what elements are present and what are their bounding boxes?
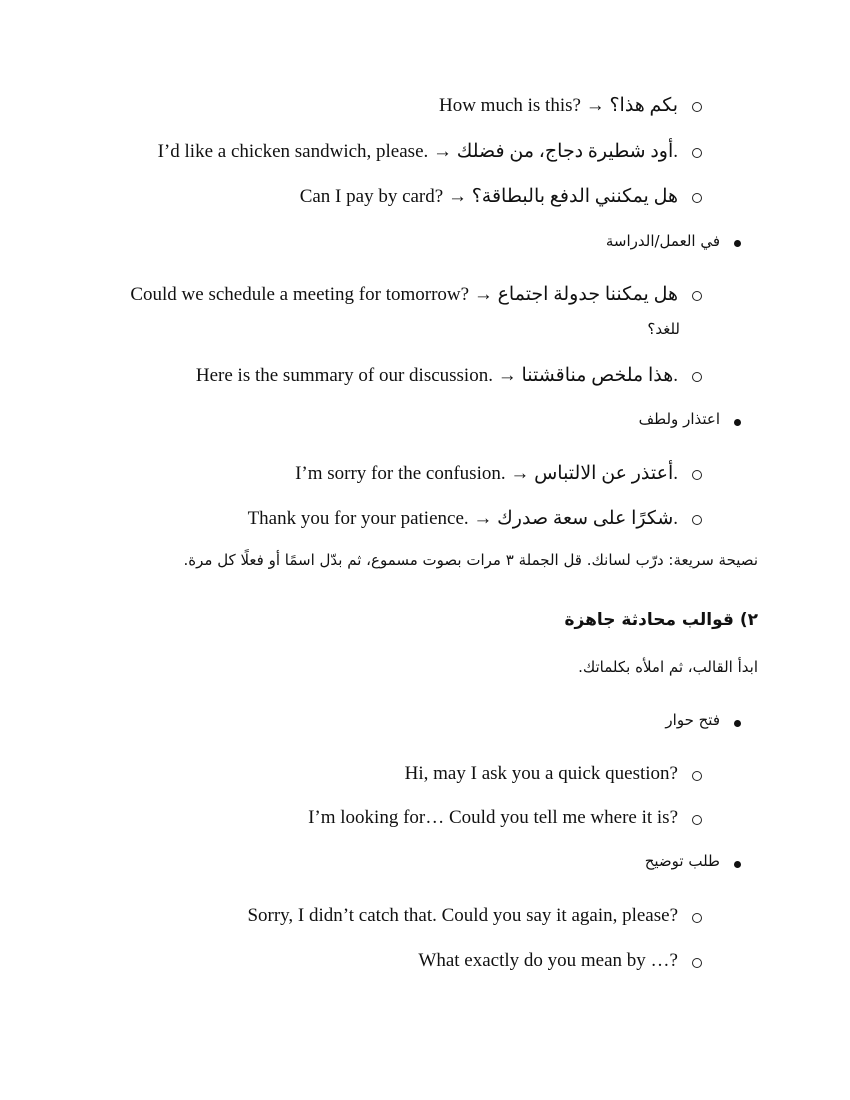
list-item: Can I pay by card? → هل يمكنني الدفع بالبطاقة؟: [299, 186, 678, 207]
list-item: I’m sorry for the confusion. → أعتذر عن الالتباس.: [295, 463, 678, 484]
hollow-bullet-icon: [692, 815, 702, 825]
list-item: What exactly do you mean by …?: [418, 950, 678, 971]
section-intro: ابدأ القالب، ثم املأه بكلماتك.: [578, 658, 758, 676]
hollow-bullet-icon: [692, 148, 702, 158]
hollow-bullet-icon: [692, 372, 702, 382]
hollow-bullet-icon: [692, 958, 702, 968]
list-item: How much is this? → بكم هذا؟: [438, 95, 678, 116]
list-item: Could we schedule a meeting for tomorrow? → هل يمكننا جدولة اجتماع: [130, 284, 678, 305]
list-heading-opening: فتح حوار: [665, 711, 720, 729]
bullet-icon: [734, 419, 741, 426]
list-item: Thank you for your patience. → شكرًا على سعة صدرك.: [247, 508, 678, 529]
hollow-bullet-icon: [692, 515, 702, 525]
bullet-icon: [734, 240, 741, 247]
section-title: ٢) قوالب محادثة جاهزة: [564, 610, 758, 630]
hollow-bullet-icon: [692, 913, 702, 923]
list-heading-apology: اعتذار ولطف: [638, 410, 720, 428]
tip-paragraph: نصيحة سريعة: درّب لسانك. قل الجملة ٣ مرات بصوت مسموع، ثم بدّل اسمًا أو فعلًا كل مرة.: [183, 551, 758, 569]
list-item-continuation: للغد؟: [647, 320, 680, 338]
bullet-icon: [734, 720, 741, 727]
list-item: I’m looking for… Could you tell me where it is?: [308, 807, 678, 828]
list-item: Hi, may I ask you a quick question?: [404, 763, 678, 784]
list-item: I’d like a chicken sandwich, please. → أود شطيرة دجاج، من فضلك.: [157, 141, 678, 162]
list-item: Here is the summary of our discussion. → هذا ملخص مناقشتنا.: [195, 365, 678, 386]
list-heading-work: في العمل/الدراسة: [605, 232, 720, 250]
hollow-bullet-icon: [692, 470, 702, 480]
list-heading-clarify: طلب توضيح: [644, 852, 720, 870]
list-item: Sorry, I didn’t catch that. Could you say it again, please?: [247, 905, 678, 926]
bullet-icon: [734, 861, 741, 868]
hollow-bullet-icon: [692, 771, 702, 781]
hollow-bullet-icon: [692, 102, 702, 112]
hollow-bullet-icon: [692, 291, 702, 301]
hollow-bullet-icon: [692, 193, 702, 203]
